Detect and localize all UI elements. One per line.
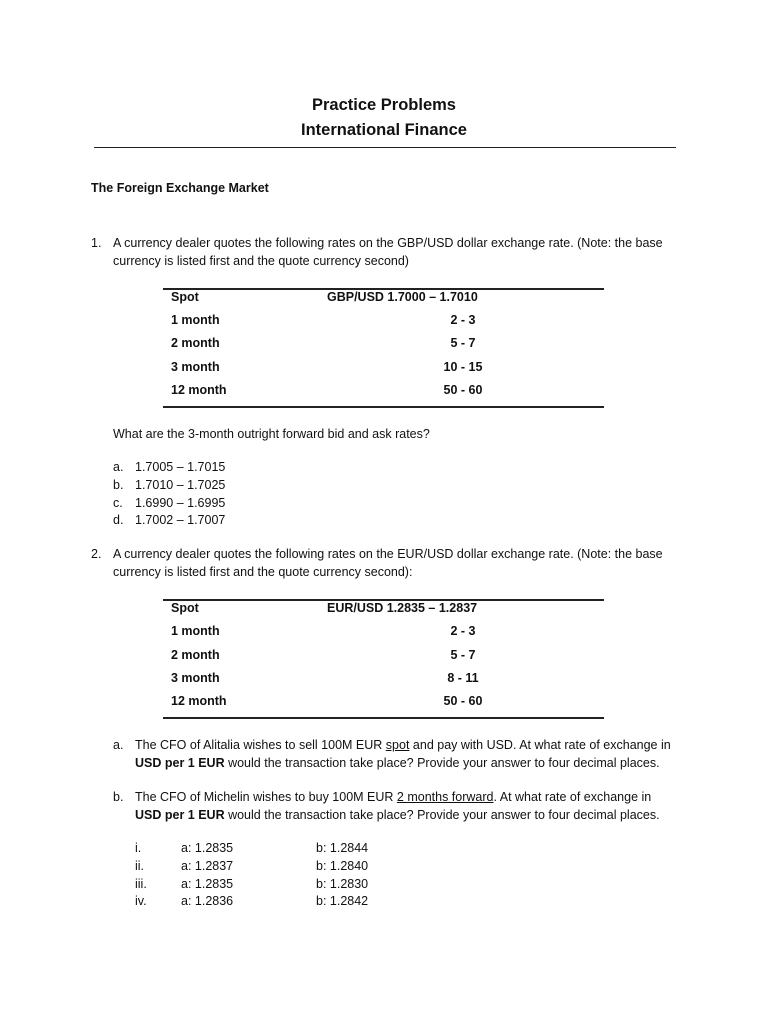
page-subtitle: International Finance	[301, 121, 467, 139]
choice-a: a: 1.2835	[181, 877, 234, 891]
option-text: 1.6990 – 1.6995	[135, 496, 226, 510]
q1-row-label: 3 month	[171, 360, 220, 374]
q2-row-value: 5 - 7	[450, 648, 476, 662]
q2a-line2: USD per 1 EUR would the transaction take place? Provide your answer to four decimal places.	[135, 756, 660, 770]
choice-b: b: 1.2844	[316, 841, 369, 855]
choice-numeral: iii.	[135, 877, 147, 891]
title-divider	[94, 147, 676, 148]
q1-row-label: 2 month	[171, 336, 220, 350]
q1-row-label: 12 month	[171, 383, 227, 397]
q1-row-label: 1 month	[171, 313, 220, 327]
section-heading: The Foreign Exchange Market	[91, 181, 269, 195]
q1-row-value: 10 - 15	[443, 360, 483, 374]
choice-a: a: 1.2835	[181, 841, 234, 855]
choice-b: b: 1.2830	[316, 877, 369, 891]
choice-a: a: 1.2836	[181, 894, 234, 908]
q2-row-value: EUR/USD 1.2835 – 1.2837	[327, 601, 478, 615]
q1-text-line1: A currency dealer quotes the following rates on the GBP/USD dollar exchange rate. (Note: the base	[113, 236, 663, 250]
q2-text-line1: A currency dealer quotes the following rates on the EUR/USD dollar exchange rate. (Note: the base	[113, 547, 663, 561]
q2-row-label: 3 month	[171, 671, 220, 685]
q2a-letter: a.	[113, 738, 124, 752]
choice-numeral: i.	[135, 841, 142, 855]
option-letter: a.	[113, 460, 124, 474]
choice-b: b: 1.2842	[316, 894, 369, 908]
q1-question: What are the 3-month outright forward bid and ask rates?	[113, 427, 430, 441]
q2b-letter: b.	[113, 790, 124, 804]
q2-row-label: 1 month	[171, 624, 220, 638]
q1-text-line2: currency is listed first and the quote currency second)	[113, 254, 409, 268]
q2-row-label: Spot	[171, 601, 199, 615]
q1-row-value: 2 - 3	[450, 313, 476, 327]
choice-numeral: ii.	[135, 859, 145, 873]
choice-numeral: iv.	[135, 894, 147, 908]
q1-table-bottom-rule	[163, 406, 604, 408]
q1-number: 1.	[91, 236, 102, 250]
q2-number: 2.	[91, 547, 102, 561]
option-letter: c.	[113, 496, 123, 510]
option-text: 1.7005 – 1.7015	[135, 460, 226, 474]
option-letter: b.	[113, 478, 124, 492]
q2-table-bottom-rule	[163, 717, 604, 719]
q2a-line1: The CFO of Alitalia wishes to sell 100M EUR spot and pay with USD. At what rate of exchange in	[135, 738, 671, 752]
option-text: 1.7002 – 1.7007	[135, 513, 226, 527]
q2b-line1: The CFO of Michelin wishes to buy 100M EUR 2 months forward. At what rate of exchange in	[135, 790, 652, 804]
option-letter: d.	[113, 513, 124, 527]
q2-text-line2: currency is listed first and the quote currency second):	[113, 565, 413, 579]
q2-row-value: 8 - 11	[447, 671, 479, 685]
q2-row-value: 2 - 3	[450, 624, 476, 638]
option-text: 1.7010 – 1.7025	[135, 478, 226, 492]
choice-b: b: 1.2840	[316, 859, 369, 873]
q1-row-label: Spot	[171, 290, 199, 304]
q1-row-value: 5 - 7	[450, 336, 476, 350]
q2b-line2: USD per 1 EUR would the transaction take place? Provide your answer to four decimal places.	[135, 808, 660, 822]
q1-row-value: 50 - 60	[443, 383, 483, 397]
q2-row-label: 2 month	[171, 648, 220, 662]
q1-row-value: GBP/USD 1.7000 – 1.7010	[327, 290, 478, 304]
page-title: Practice Problems	[312, 96, 456, 114]
q2-row-value: 50 - 60	[443, 694, 483, 708]
choice-a: a: 1.2837	[181, 859, 234, 873]
q2-row-label: 12 month	[171, 694, 227, 708]
